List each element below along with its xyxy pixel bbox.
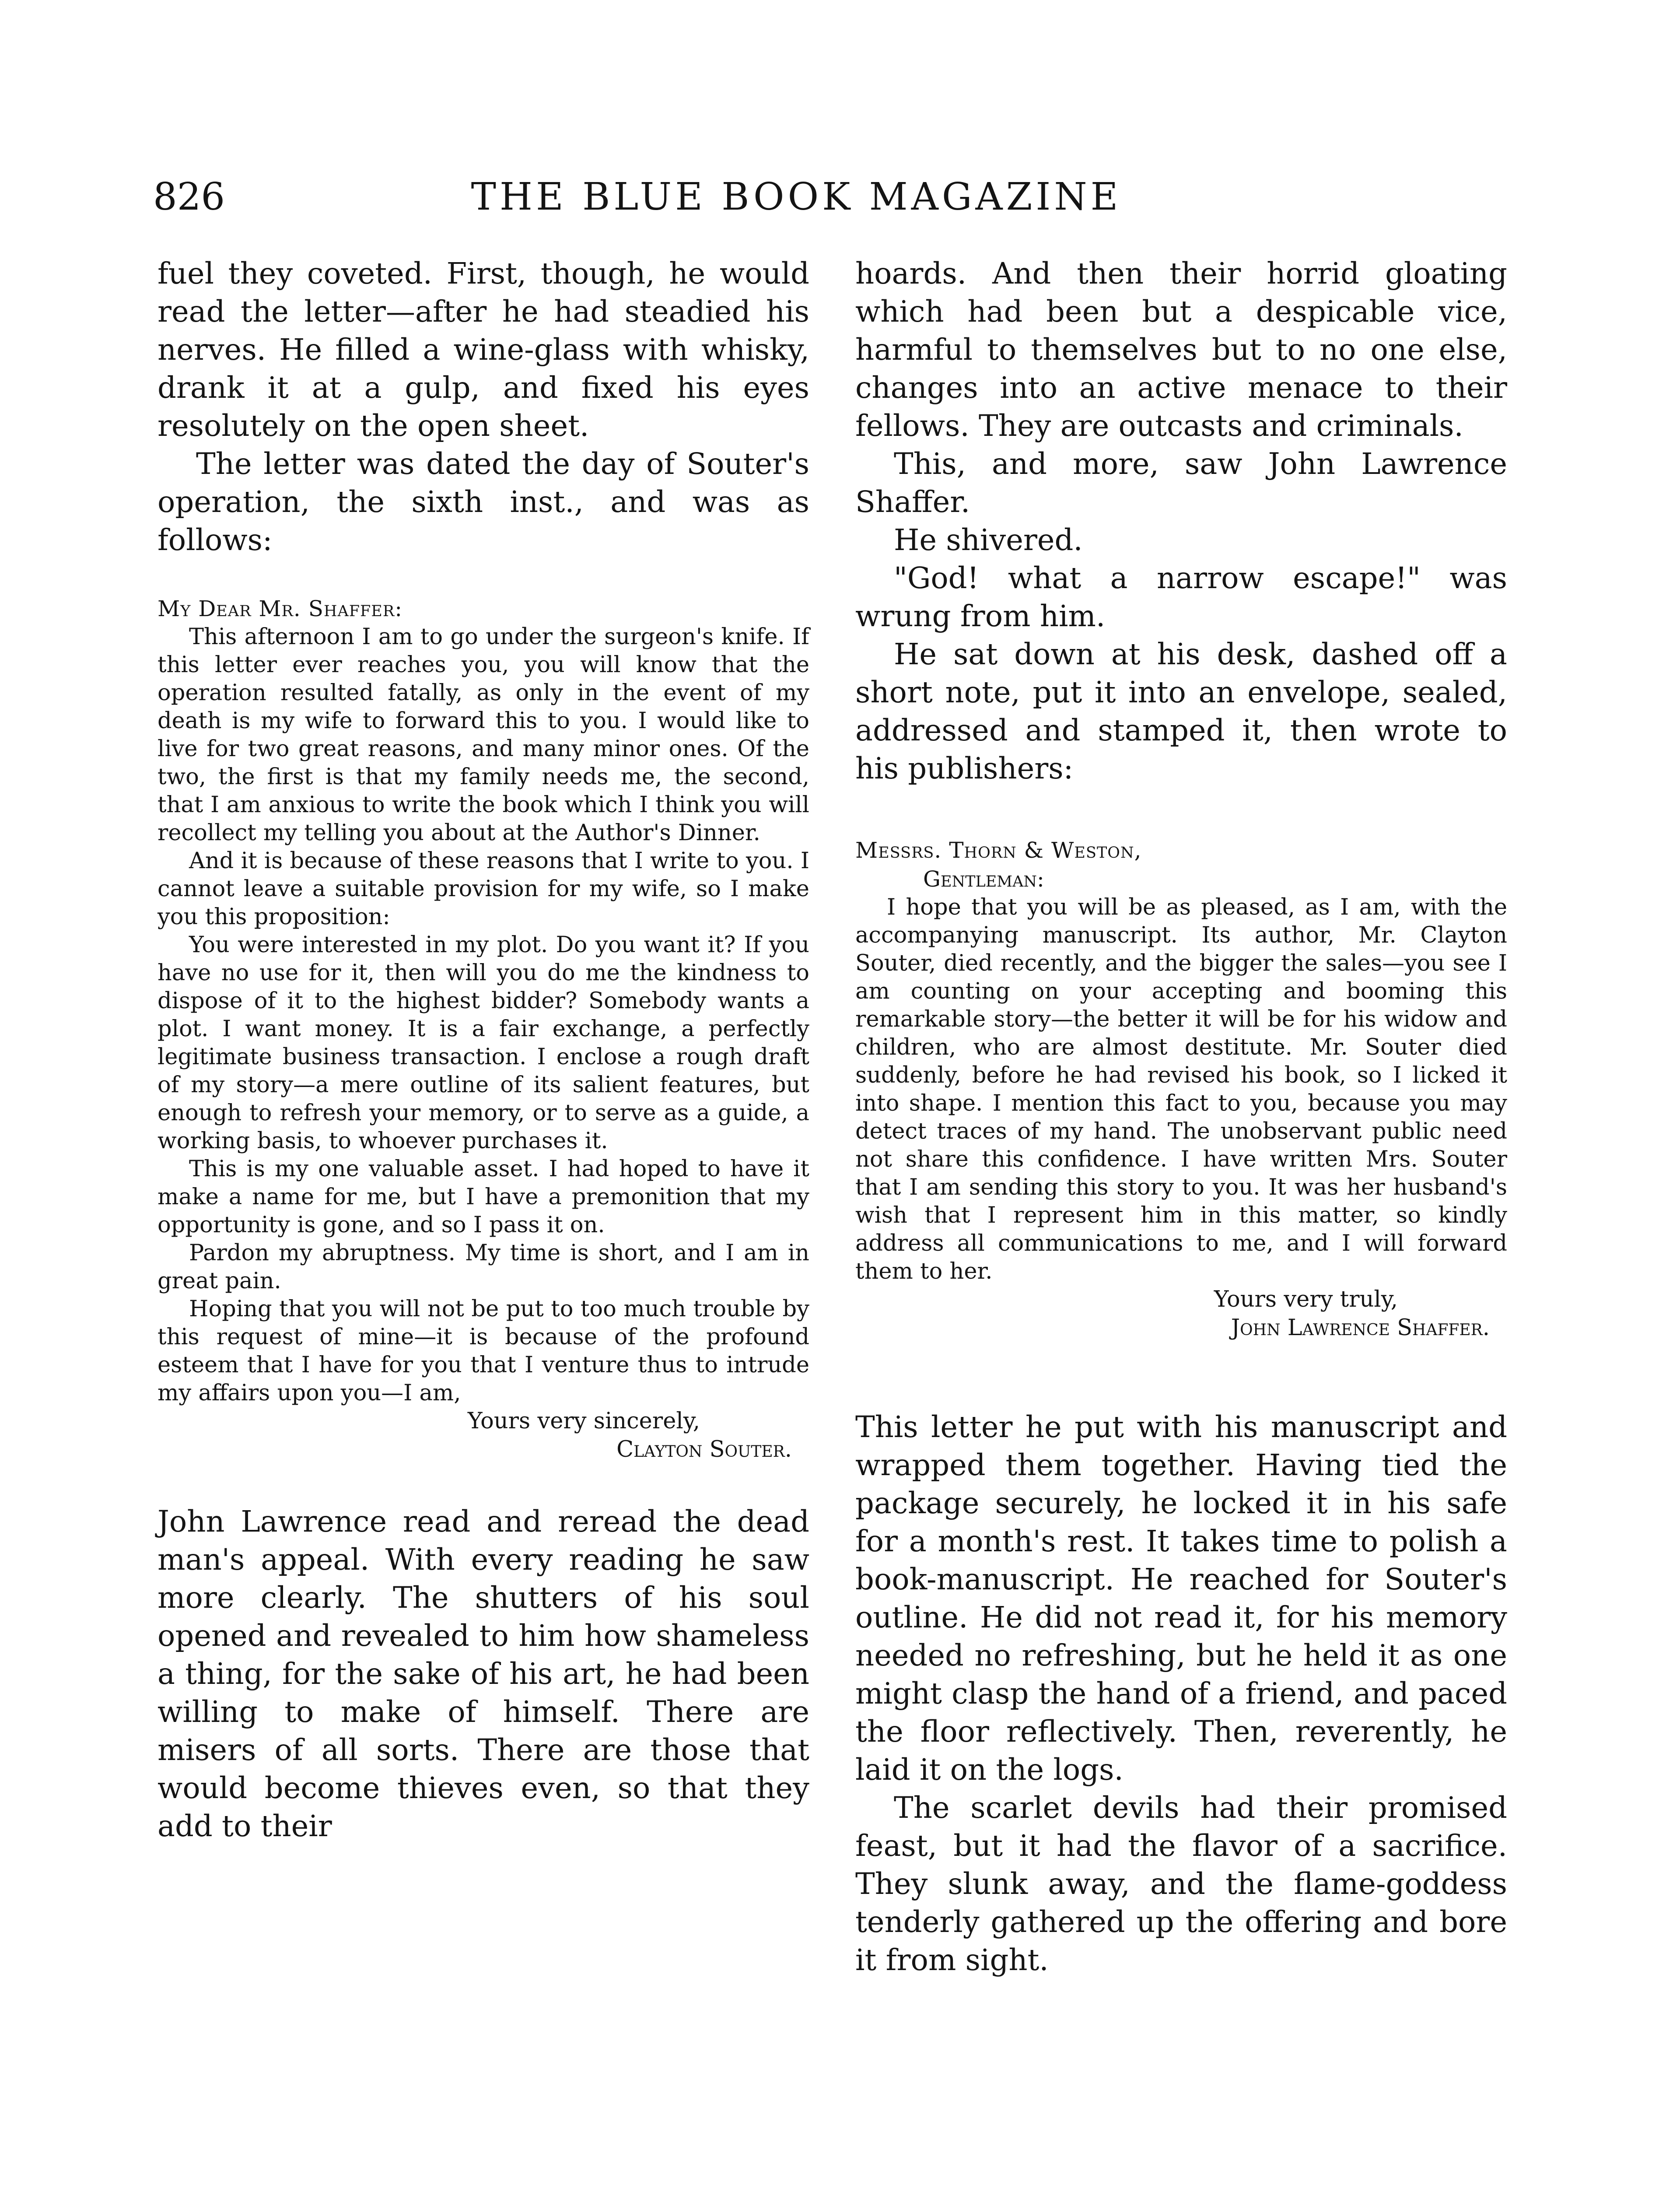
souter-letter (158, 594, 809, 1464)
souter-letter-salutation: My Dear Mr. Shaffer: (158, 596, 403, 621)
souter-letter-paragraph-3: You were interested in my plot. Do you want it? If you have no use for it, then will you do me the kindness to dispose of it to the highest bidder? Somebody wants a plot. I want money. It is a fair exchange, a perfectly legitimate business transaction. I enclose a rough draft of my story—a mere outline of its salient features, but enough to refresh your memory, or to serve as a guide, a working basis, to whoever purchases it. (158, 932, 809, 1154)
right-paragraph-7: The scarlet devils had their promised feast, but it had the flavor of a sacrifice. They slunk away, and the flame-goddess tenderly gathered up the offering and bore it from sight. (855, 1791, 1507, 1977)
right-paragraph-2: This, and more, saw John Lawrence Shaffer. (855, 447, 1507, 519)
souter-letter-paragraph-2: And it is because of these reasons that I write to you. I cannot leave a suitable provision for my wife, so I make you this proposition: (158, 848, 809, 930)
page-header (153, 173, 1208, 221)
right-paragraph-6: This letter he put with his manuscript and wrapped them together. Having tied the package securely, he locked it in his safe for a month's rest. It takes time to polish a book-manuscript. He reached for Souter's outline. He did not read it, for his memory needed no refreshing, but he held it as one might clasp the hand of a friend, and paced the floor reflectively. Then, reverently, he laid it on the logs. (855, 1410, 1507, 1787)
left-paragraph-3: John Lawrence read and reread the dead man's appeal. With every reading he saw more clearly. The shutters of his soul opened and revealed to him how shameless a thing, for the sake of his art, he had been willing to make of himself. There are misers of all sorts. There are those that would become thieves even, so that they add to their (158, 1504, 809, 1843)
souter-letter-paragraph-6: Hoping that you will not be put to too much trouble by this request of mine—it is because of the profound esteem that I have for you that I venture thus to intrude my affairs upon you—I am, (158, 1296, 809, 1406)
page-number: 826 (153, 175, 225, 219)
publisher-letter-salutation: Gentleman: (923, 866, 1044, 892)
publisher-letter (855, 836, 1507, 1343)
souter-letter-paragraph-4: This is my one valuable asset. I had hoped to have it make a name for me, but I have a premonition that my opportunity is gone, and so I pass it on. (158, 1156, 809, 1238)
souter-letter-signature: Clayton Souter. (616, 1437, 792, 1462)
right-paragraph-5: He sat down at his desk, dashed off a short note, put it into an envelope, sealed, addressed and stamped it, then wrote to his publishers: (855, 637, 1507, 785)
souter-letter-closing: Yours very sincerely, (467, 1408, 700, 1434)
souter-letter-paragraph-1: This afternoon I am to go under the surgeon's knife. If this letter ever reaches you, you will know that the operation resulted fatally, as only in the event of my death is my wife to forward this to you. I would like to live for two great reasons, and many minor ones. Of the two, the first is that my family needs me, the second, that I am anxious to write the book which I think you will recollect my telling you about at the Author's Dinner. (158, 624, 809, 846)
left-column (158, 255, 809, 1845)
publisher-letter-closing: Yours very truly, (1214, 1287, 1398, 1312)
publisher-letter-signature: John Lawrence Shaffer. (1231, 1315, 1490, 1341)
magazine-title: THE BLUE BOOK MAGAZINE (471, 175, 1122, 219)
left-paragraph-1: fuel they coveted. First, though, he would read the letter—after he had steadied his nerves. He filled a wine-glass with whisky, drank it at a gulp, and fixed his eyes resolutely on the open sheet. (158, 256, 809, 443)
left-paragraph-2: The letter was dated the day of Souter's operation, the sixth inst., and was as follows: (158, 447, 809, 557)
right-paragraph-4: "God! what a narrow escape!" was wrung from him. (855, 561, 1507, 633)
publisher-letter-body: I hope that you will be as pleased, as I am, with the accompanying manuscript. Its author, Mr. Clayton Souter, died recently, and the bigger the sales—you see I am counting on your accepting and booming this remarkable story—the better it will be for his widow and children, who are almost destitute. Mr. Souter died suddenly, before he had revised his book, so I licked it into shape. I mention this fact to you, because you may detect traces of my hand. The unobservant public need not share this confidence. I have written Mrs. Souter that I am sending this story to you. It was her husband's wish that I represent him in this matter, so kindly address all communications to me, and I will forward them to her. (855, 894, 1507, 1284)
right-column (855, 255, 1507, 1979)
souter-letter-paragraph-5: Pardon my abruptness. My time is short, and I am in great pain. (158, 1240, 809, 1294)
right-paragraph-1: hoards. And then their horrid gloating which had been but a despicable vice, harmful to themselves but to no one else, changes into an active menace to their fellows. They are outcasts and criminals. (855, 256, 1507, 443)
right-paragraph-3: He shivered. (894, 523, 1083, 557)
publisher-letter-addressee: Messrs. Thorn & Weston, (855, 838, 1142, 863)
